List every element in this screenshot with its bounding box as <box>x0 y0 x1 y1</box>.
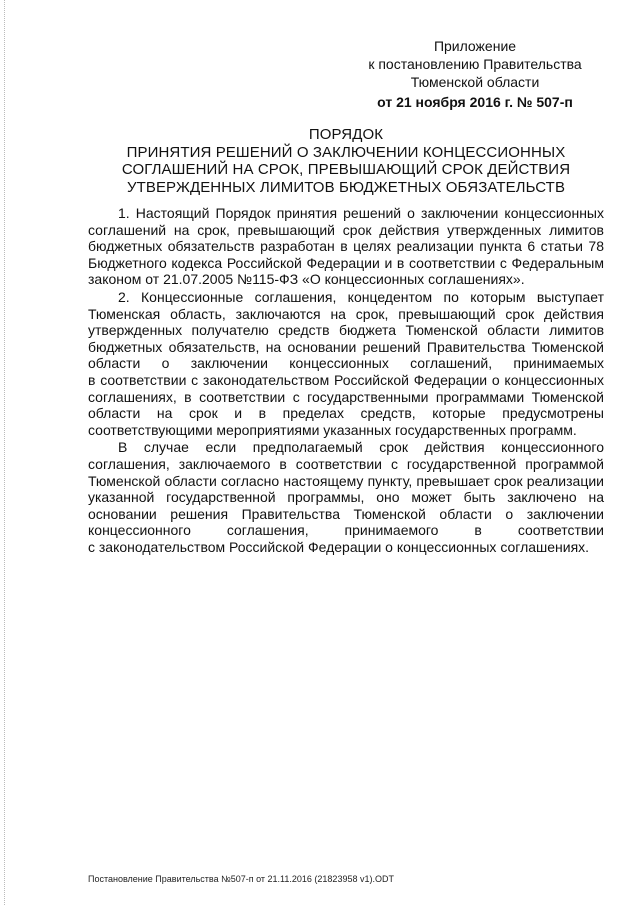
paragraph-line: бюджетных обязательств разработан в целях реализации пункта 6 статьи 78 <box>88 238 604 255</box>
paragraph-line: области о заключении концессионных соглашений, принимаемых <box>88 355 604 372</box>
paragraph-line: в соответствии с законодательством Российской Федерации о концессионных <box>88 371 604 388</box>
title-line: УТВЕРЖДЕННЫХ ЛИМИТОВ БЮДЖЕТНЫХ ОБЯЗАТЕЛЬСТВ <box>126 178 566 196</box>
paragraph-line: основании решения Правительства Тюменской области о заключении <box>88 505 604 522</box>
footer-filename: Постановление Правительства №507-п от 21.11.2016 (21823958 v1).ODT <box>88 874 394 884</box>
paragraph-line: Бюджетного кодекса Российской Федерации и в соответствии с Федеральным <box>88 254 604 271</box>
appendix-region: Тюменской области <box>410 74 540 90</box>
paragraph-line: соответствующими мероприятиями указанных государственных программ. <box>88 421 577 438</box>
document-body <box>88 205 604 556</box>
paragraph-line: с законодательством Российской Федерации о концессионных соглашениях. <box>88 538 590 555</box>
paragraph-line: соглашений на срок, превышающий срок действия утвержденных лимитов <box>88 221 604 238</box>
paragraph-2 <box>88 289 604 438</box>
document-title <box>88 126 604 196</box>
paragraph-line: Тюменской области согласно настоящему пункту, превышает срок реализации <box>88 472 604 489</box>
appendix-label: Приложение <box>433 38 517 54</box>
title-line: СОГЛАШЕНИЙ НА СРОК, ПРЕВЫШАЮЩИЙ СРОК ДЕЙСТВИЯ <box>121 161 571 178</box>
paragraph-line: области на срок и в пределах средств, которые предусмотрены <box>88 405 604 422</box>
paragraph-line: 2. Концессионные соглашения, концедентом по которым выступает <box>118 288 604 305</box>
appendix-date-number: от 21 ноября 2016 г. № 507-п <box>377 94 573 110</box>
paragraph-1 <box>88 205 604 288</box>
paragraph-line: указанной государственной программы, оно может быть заключено на <box>88 489 604 506</box>
appendix-ref: к постановлению Правительства <box>368 56 582 72</box>
paragraph-line: 1. Настоящий Порядок принятия решений о заключении концессионных <box>118 205 604 221</box>
paragraph-line: Тюменская область, заключаются на срок, превышающий срок действия <box>88 305 604 322</box>
paragraph-line: законом от 21.07.2005 №115-ФЗ «О концессионных соглашениях». <box>88 271 525 288</box>
title-line: ПОРЯДОК <box>308 126 384 143</box>
title-line: ПРИНЯТИЯ РЕШЕНИЙ О ЗАКЛЮЧЕНИИ КОНЦЕССИОННЫХ <box>126 143 566 161</box>
appendix-header <box>365 37 585 111</box>
scan-edge <box>4 0 5 905</box>
paragraph-3 <box>88 439 604 555</box>
paragraph-line: бюджетных обязательств, на основании решений Правительства Тюменской <box>88 338 604 355</box>
paragraph-line: соглашениях, в соответствии с государственными программами Тюменской <box>88 388 604 405</box>
paragraph-line: В случае если предполагаемый срок действия концессионного <box>118 439 604 456</box>
paragraph-line: соглашения, заключаемого в соответствии с государственной программой <box>88 455 604 472</box>
paragraph-line: концессионного соглашения, принимаемого в соответствии <box>88 522 604 539</box>
paragraph-line: утвержденных получателю средств бюджета Тюменской области лимитов <box>88 322 604 339</box>
